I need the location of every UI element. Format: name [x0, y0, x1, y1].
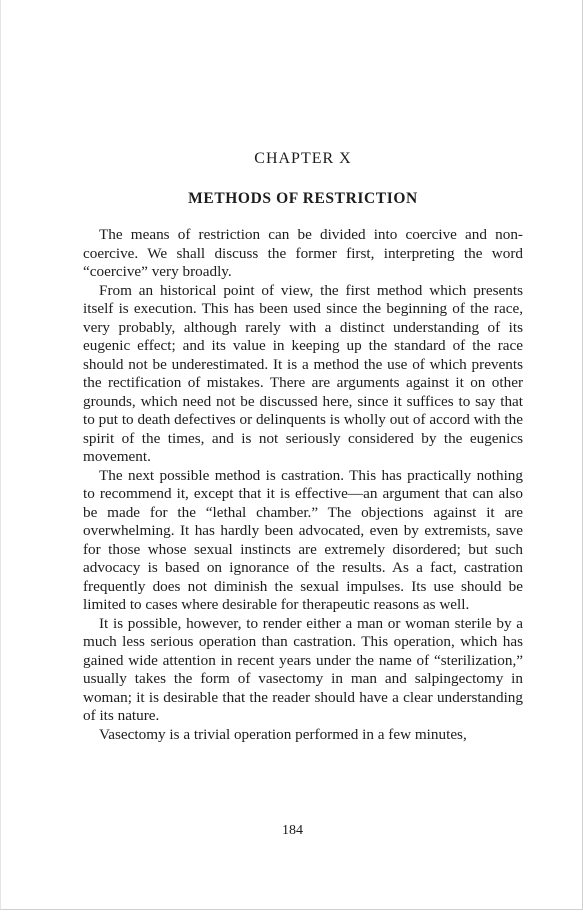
- chapter-number: CHAPTER X: [254, 150, 352, 167]
- page-text-block: [83, 145, 523, 744]
- paragraph: From an historical point of view, the first method which presents itself is execution. This has been used since the beginning of the race, very probably, although rarely with a distinct understanding of its eugenic effect; and its value in keeping up the standard of the race should not be underestimated. It is a method the use of which prevents the rectification of mistakes. There are arguments against it on other grounds, which need not be discussed here, since it suffices to say that to put to death defectives or delinquents is wholly out of accord with the spirit of the times, and is not seriously considered by the eugenics movement.: [83, 281, 523, 465]
- page-number: 184: [282, 823, 303, 838]
- chapter-body: [83, 226, 523, 744]
- chapter-title: METHODS OF RESTRICTION: [188, 190, 418, 207]
- paragraph: The next possible method is castration. This has practically nothing to recommend it, except that it is effective—an argument that can also be made for the “lethal chamber.” The objections against it are overwhelming. It has hardly been advocated, even by extremists, save for those whose sexual instincts are extremely disordered; but such advocacy is based on ignorance of the results. As a fact, castration frequently does not diminish the sexual impulses. Its use should be limited to cases where desirable for therapeutic reasons as well.: [83, 466, 523, 613]
- paragraph: It is possible, however, to render either a man or woman sterile by a much less serious operation than castration. This operation, which has gained wide attention in recent years under the name of “sterilization,” usually takes the form of vasectomy in man and salpingectomy in woman; it is desirable that the reader should have a clear understanding of its nature.: [83, 614, 523, 724]
- paragraph: Vasectomy is a trivial operation performed in a few minutes,: [99, 725, 467, 743]
- paragraph: The means of restriction can be divided into coercive and non-coercive. We shall discuss the former first, interpreting the word “coercive” very broadly.: [83, 226, 523, 280]
